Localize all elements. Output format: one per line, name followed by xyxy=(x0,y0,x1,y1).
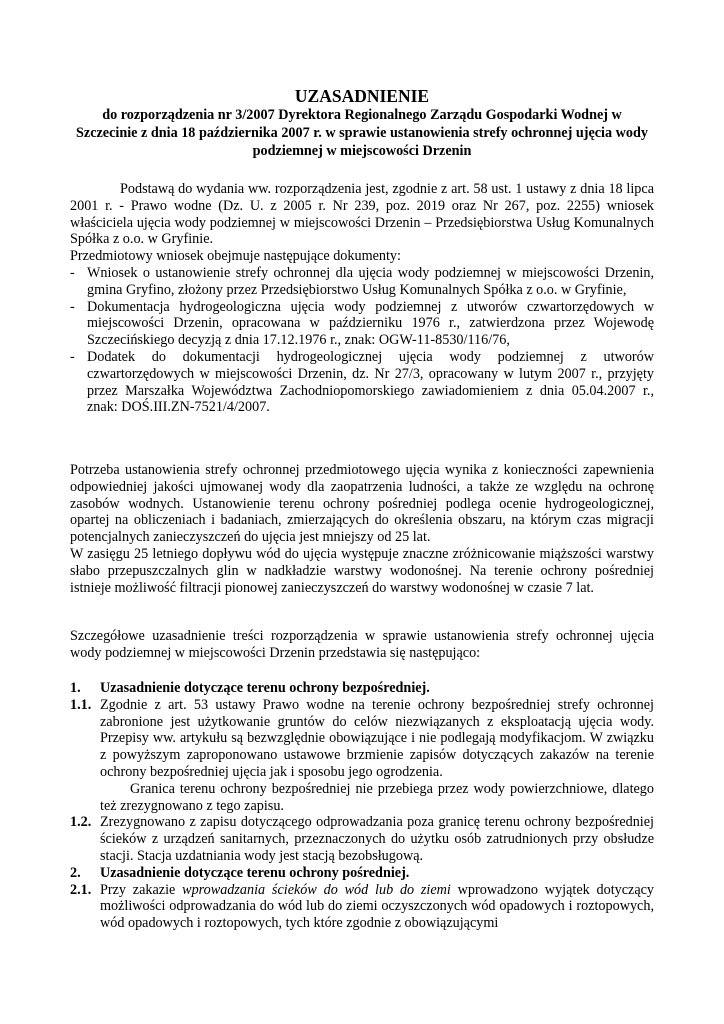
section-1-heading: 1. Uzasadnienie dotyczące terenu ochrony bezpośredniej. xyxy=(70,680,430,696)
need-paragraph: Potrzeba ustanowienia strefy ochronnej przedmiotowego ujęcia wynika z konieczności zapewnienia odpowiedniej jakości ujmowanej wody dla zaopatrzenia ludności, a także ze względu na ochronę zasobów wodnych. Ustanowienie terenu ochrony pośredniej podlega ocenie hydrogeologicznej, opartej na obliczeniach i badaniach, zmierzających do określenia obszaru, na którym czas migracji potencjalnych zanieczyszczeń do ujęcia jest mniejszy od 25 lat. xyxy=(70,462,654,546)
sections-block xyxy=(70,680,654,932)
section-1-1: 1.1. Zgodnie z art. 53 ustawy Prawo wodne na terenie ochrony bezpośredniej strefy ochronnej zabronione jest użytkowanie gruntów do celów niezwiązanych z eksploatacją ujęcia wody. Przepisy ww. artykułu są bezwzględnie obowiązujące i nie podlegają modyfikacjom. W związku z powyższym zaproponowano ustawowe brzmienie zapisów dotyczących zakazów na terenie ochrony bezpośredniej ujęcia jak i sposobu jego ogrodzenia. xyxy=(70,696,654,780)
intro-block xyxy=(70,181,654,416)
section-2-heading: 2. Uzasadnienie dotyczące terenu ochrony pośredniej. xyxy=(70,864,410,881)
list-item: - Dodatek do dokumentacji hydrogeologicznej ujęcia wody podziemnej z utworów czwartorzędowych w miejscowości Drzenin, dz. Nr 27/3, opracowany w lutym 2007 r., przyjęty przez Marszałka Województwa Zachodniopomorskiego zawiadomieniem z dnia 05.04.2007 r., znak: DOŚ.III.ZN-7521/4/2007. xyxy=(70,348,654,416)
section-1-1-continuation: Granica terenu ochrony bezpośredniej nie przebiega przez wody powierzchniowe, dlatego też zrezygnowano z tego zapisu. xyxy=(100,780,654,814)
list-item: - Dokumentacja hydrogeologiczna ujęcia wody podziemnej z utworów czwartorzędowych w miejscowości Drzenin, opracowana w październiku 1976 r., zatwierdzona przez Wojewodę Szczecińskiego decyzją z dnia 17.12.1976 r., znak: OGW-11-8530/116/76, xyxy=(70,298,654,349)
details-paragraph: Szczegółowe uzasadnienie treści rozporządzenia w sprawie ustanowienia strefy ochronnej ujęcia wody podziemnej w miejscowości Drzenin przedstawia się następująco: xyxy=(70,628,654,661)
document-subtitle: do rozporządzenia nr 3/2007 Dyrektora Regionalnego Zarządu Gospodarki Wodnej w Szczecinie z dnia 18 października 2007 r. w sprawie ustanowienia strefy ochronnej ujęcia wody podziemnej w miejscowości Drzenin xyxy=(76,107,648,159)
need-block xyxy=(70,462,654,596)
list-item: - Wniosek o ustanowienie strefy ochronnej dla ujęcia wody podziemnej w miejscowości Drzenin, gmina Gryfino, złożony przez Przedsiębiorstwo Usług Komunalnych Spółka z o.o. w Gryfinie, xyxy=(70,264,654,298)
document-title: UZASADNIENIE xyxy=(294,86,430,106)
details-block xyxy=(70,628,654,662)
need-paragraph-2: W zasięgu 25 letniego dopływu wód do ujęcia występuje znaczne zróżnicowanie miąższości warstwy słabo przepuszczalnych glin w nadkładzie warstwy wodonośnej. Na terenie ochrony pośredniej istnieje możliwość filtracji pionowej zanieczyszczeń do warstwy wodonośnej w czasie 7 lat. xyxy=(70,545,654,596)
documents-lead: Przedmiotowy wniosek obejmuje następujące dokumenty: xyxy=(70,248,401,265)
section-2-1: 2.1. Przy zakazie wprowadzania ścieków do wód lub do ziemi wprowadzono wyjątek dotyczący możliwości odprowadzania do wód lub do ziemi oczyszczonych wód opadowych i roztopowych, wód opadowych i roztopowych, tych które zgodnie z obowiązującymi xyxy=(70,881,655,932)
section-1-2: 1.2. Zrezygnowano z zapisu dotyczącego odprowadzania poza granicę terenu ochrony bezpośredniej ścieków z urządzeń sanitarnych, przeznaczonych do użytku osób zatrudnionych przy obsłudze stacji. Stacja uzdatniania wody jest stacją bezobsługową. xyxy=(70,814,654,864)
intro-paragraph: Podstawą do wydania ww. rozporządzenia jest, zgodnie z art. 58 ust. 1 ustawy z dnia 18 lipca 2001 r. - Prawo wodne (Dz. U. z 2005 r. Nr 239, poz. 2019 oraz Nr 267, poz. 2255) wniosek właściciela ujęcia wody podziemnej w miejscowości Drzenin – Przedsiębiorstwa Usług Komunalnych Spółka z o.o. w Gryfinie. xyxy=(70,181,654,248)
